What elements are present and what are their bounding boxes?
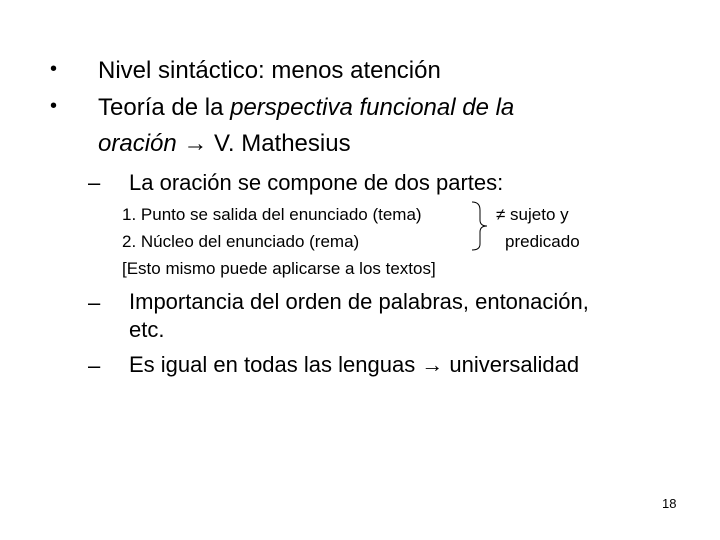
sub-bullet-marker: – [88,353,101,378]
bullet-marker: • [50,95,58,117]
bullet-item-teoria [98,93,514,122]
bullet-item-teoria-continued [98,129,351,158]
page-number: 18 [662,496,677,511]
numbered-line-tema: 1. Punto se salida del enunciado (tema) [122,205,422,224]
bullet-marker: • [50,58,58,80]
numbered-line-rema: 2. Núcleo del enunciado (rema) [122,232,360,251]
bullet-item-mathesius: → V. Mathesius [176,130,351,157]
sub-bullet-oracion-partes: La oración se compone de dos partes: [129,170,504,195]
sub-bullet-marker: – [88,290,101,315]
sub-bullet-importancia-continued: etc. [129,317,165,342]
bullet-item-oracion-italic: oración [98,130,177,157]
sub-bullet-marker: – [88,170,101,195]
sub-bullet-importancia: Importancia del orden de palabras, entonación, [129,289,589,314]
numbered-line-textos: [Esto mismo puede aplicarse a los textos] [122,259,436,278]
aside-sujeto: ≠ sujeto y [496,205,569,224]
bullet-item-teoria-text: Teoría de la [98,94,231,121]
bullet-item-teoria-italic: perspectiva funcional de la [230,94,515,121]
bullet-item-nivel-sintactico: Nivel sintáctico: menos atención [98,57,441,84]
sub-bullet-universalidad: Es igual en todas las lenguas → universalidad [129,352,580,377]
aside-predicado: predicado [505,232,580,251]
curly-brace-icon [470,200,490,252]
